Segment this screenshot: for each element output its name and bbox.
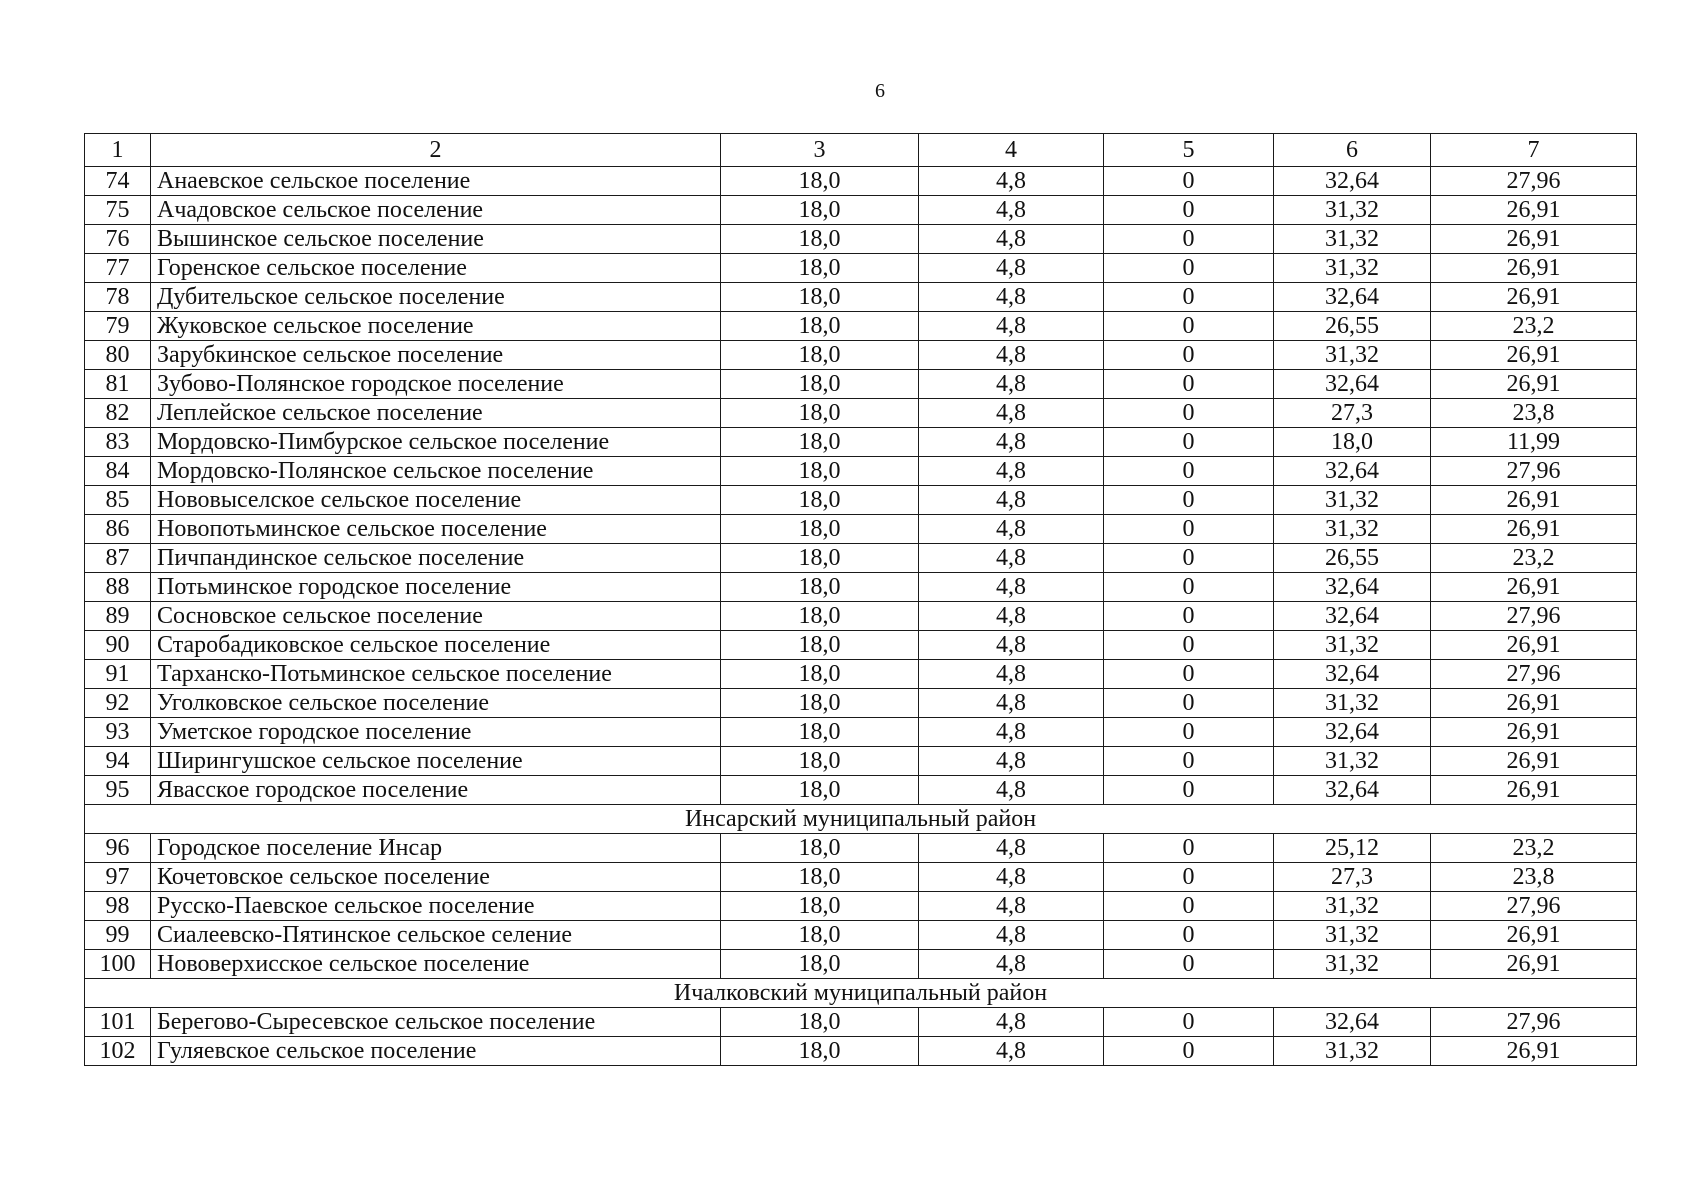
row-number: 101 — [85, 1008, 151, 1037]
value-col-3: 18,0 — [721, 544, 919, 573]
table-row — [85, 515, 1637, 544]
settlement-name: Мордовско-Пимбурское сельское поселение — [151, 428, 721, 457]
value-col-3: 18,0 — [721, 457, 919, 486]
value-col-7: 26,91 — [1431, 718, 1637, 747]
value-col-4: 4,8 — [919, 834, 1104, 863]
row-number: 86 — [85, 515, 151, 544]
value-col-5: 0 — [1104, 341, 1274, 370]
value-col-5: 0 — [1104, 631, 1274, 660]
value-col-3: 18,0 — [721, 834, 919, 863]
row-number: 102 — [85, 1037, 151, 1066]
settlement-name: Берегово-Сыресевское сельское поселение — [151, 1008, 721, 1037]
value-col-7: 27,96 — [1431, 457, 1637, 486]
value-col-6: 32,64 — [1274, 660, 1431, 689]
value-col-5: 0 — [1104, 718, 1274, 747]
value-col-3: 18,0 — [721, 341, 919, 370]
value-col-4: 4,8 — [919, 254, 1104, 283]
value-col-5: 0 — [1104, 167, 1274, 196]
value-col-7: 11,99 — [1431, 428, 1637, 457]
value-col-5: 0 — [1104, 544, 1274, 573]
value-col-3: 18,0 — [721, 602, 919, 631]
settlement-name: Ачадовское сельское поселение — [151, 196, 721, 225]
table-row — [85, 1008, 1637, 1037]
value-col-5: 0 — [1104, 689, 1274, 718]
settlement-name: Нововыселское сельское поселение — [151, 486, 721, 515]
header-cell: 7 — [1431, 134, 1637, 167]
value-col-3: 18,0 — [721, 196, 919, 225]
row-number: 87 — [85, 544, 151, 573]
value-col-4: 4,8 — [919, 196, 1104, 225]
value-col-4: 4,8 — [919, 863, 1104, 892]
row-number: 95 — [85, 776, 151, 805]
value-col-6: 25,12 — [1274, 834, 1431, 863]
value-col-5: 0 — [1104, 950, 1274, 979]
row-number: 91 — [85, 660, 151, 689]
table-row — [85, 312, 1637, 341]
value-col-6: 32,64 — [1274, 370, 1431, 399]
settlement-name: Сосновское сельское поселение — [151, 602, 721, 631]
value-col-6: 31,32 — [1274, 341, 1431, 370]
section-row — [85, 805, 1637, 834]
value-col-4: 4,8 — [919, 602, 1104, 631]
value-col-4: 4,8 — [919, 573, 1104, 602]
value-col-6: 31,32 — [1274, 486, 1431, 515]
value-col-3: 18,0 — [721, 863, 919, 892]
table-row — [85, 399, 1637, 428]
value-col-7: 26,91 — [1431, 689, 1637, 718]
value-col-7: 26,91 — [1431, 921, 1637, 950]
value-col-6: 31,32 — [1274, 892, 1431, 921]
value-col-4: 4,8 — [919, 747, 1104, 776]
row-number: 99 — [85, 921, 151, 950]
value-col-7: 26,91 — [1431, 950, 1637, 979]
value-col-7: 26,91 — [1431, 283, 1637, 312]
settlement-name: Русско-Паевское сельское поселение — [151, 892, 721, 921]
row-number: 84 — [85, 457, 151, 486]
value-col-5: 0 — [1104, 399, 1274, 428]
settlement-name: Явасское городское поселение — [151, 776, 721, 805]
value-col-7: 26,91 — [1431, 225, 1637, 254]
value-col-6: 32,64 — [1274, 776, 1431, 805]
value-col-4: 4,8 — [919, 1037, 1104, 1066]
value-col-3: 18,0 — [721, 776, 919, 805]
row-number: 85 — [85, 486, 151, 515]
value-col-5: 0 — [1104, 863, 1274, 892]
table-row — [85, 718, 1637, 747]
value-col-3: 18,0 — [721, 892, 919, 921]
settlement-name: Горенское сельское поселение — [151, 254, 721, 283]
value-col-3: 18,0 — [721, 486, 919, 515]
table-row — [85, 921, 1637, 950]
value-col-7: 27,96 — [1431, 892, 1637, 921]
value-col-5: 0 — [1104, 1008, 1274, 1037]
value-col-3: 18,0 — [721, 950, 919, 979]
value-col-7: 23,8 — [1431, 863, 1637, 892]
settlement-name: Дубительское сельское поселение — [151, 283, 721, 312]
value-col-3: 18,0 — [721, 167, 919, 196]
value-col-7: 26,91 — [1431, 370, 1637, 399]
value-col-3: 18,0 — [721, 689, 919, 718]
header-cell: 4 — [919, 134, 1104, 167]
header-cell: 2 — [151, 134, 721, 167]
table-row — [85, 196, 1637, 225]
value-col-4: 4,8 — [919, 457, 1104, 486]
value-col-7: 23,8 — [1431, 399, 1637, 428]
settlement-name: Сиалеевско-Пятинское сельское селение — [151, 921, 721, 950]
row-number: 74 — [85, 167, 151, 196]
value-col-6: 31,32 — [1274, 921, 1431, 950]
table-row — [85, 689, 1637, 718]
row-number: 78 — [85, 283, 151, 312]
value-col-6: 31,32 — [1274, 689, 1431, 718]
row-number: 89 — [85, 602, 151, 631]
value-col-6: 32,64 — [1274, 167, 1431, 196]
settlement-name: Пичпандинское сельское поселение — [151, 544, 721, 573]
value-col-4: 4,8 — [919, 921, 1104, 950]
value-col-4: 4,8 — [919, 399, 1104, 428]
page-number: 6 — [875, 80, 885, 102]
value-col-7: 26,91 — [1431, 631, 1637, 660]
value-col-3: 18,0 — [721, 254, 919, 283]
header-cell: 6 — [1274, 134, 1431, 167]
value-col-6: 31,32 — [1274, 515, 1431, 544]
header-cell: 5 — [1104, 134, 1274, 167]
settlement-name: Старобадиковское сельское поселение — [151, 631, 721, 660]
row-number: 92 — [85, 689, 151, 718]
value-col-5: 0 — [1104, 921, 1274, 950]
table-row — [85, 486, 1637, 515]
table-row — [85, 254, 1637, 283]
settlement-name: Потьминское городское поселение — [151, 573, 721, 602]
value-col-3: 18,0 — [721, 718, 919, 747]
value-col-6: 31,32 — [1274, 747, 1431, 776]
settlement-name: Городское поселение Инсар — [151, 834, 721, 863]
table-row — [85, 341, 1637, 370]
value-col-6: 27,3 — [1274, 399, 1431, 428]
value-col-6: 26,55 — [1274, 544, 1431, 573]
row-number: 90 — [85, 631, 151, 660]
table-row — [85, 950, 1637, 979]
value-col-5: 0 — [1104, 486, 1274, 515]
table-row — [85, 747, 1637, 776]
row-number: 98 — [85, 892, 151, 921]
value-col-6: 31,32 — [1274, 225, 1431, 254]
value-col-5: 0 — [1104, 602, 1274, 631]
value-col-7: 26,91 — [1431, 747, 1637, 776]
value-col-5: 0 — [1104, 225, 1274, 254]
value-col-6: 32,64 — [1274, 573, 1431, 602]
table-row — [85, 544, 1637, 573]
value-col-5: 0 — [1104, 515, 1274, 544]
value-col-3: 18,0 — [721, 921, 919, 950]
row-number: 97 — [85, 863, 151, 892]
settlement-name: Вышинское сельское поселение — [151, 225, 721, 254]
value-col-3: 18,0 — [721, 573, 919, 602]
value-col-7: 26,91 — [1431, 486, 1637, 515]
value-col-5: 0 — [1104, 457, 1274, 486]
value-col-6: 31,32 — [1274, 1037, 1431, 1066]
settlement-name: Ширингушское сельское поселение — [151, 747, 721, 776]
value-col-7: 26,91 — [1431, 776, 1637, 805]
section-title: Инсарский муниципальный район — [85, 805, 1637, 834]
value-col-4: 4,8 — [919, 718, 1104, 747]
value-col-5: 0 — [1104, 1037, 1274, 1066]
settlement-name: Леплейское сельское поселение — [151, 399, 721, 428]
row-number: 76 — [85, 225, 151, 254]
settlement-name: Гуляевское сельское поселение — [151, 1037, 721, 1066]
settlement-name: Тарханско-Потьминское сельское поселение — [151, 660, 721, 689]
row-number: 77 — [85, 254, 151, 283]
value-col-3: 18,0 — [721, 515, 919, 544]
value-col-5: 0 — [1104, 747, 1274, 776]
value-col-4: 4,8 — [919, 776, 1104, 805]
value-col-4: 4,8 — [919, 370, 1104, 399]
value-col-4: 4,8 — [919, 341, 1104, 370]
table-row — [85, 834, 1637, 863]
value-col-6: 32,64 — [1274, 457, 1431, 486]
value-col-6: 27,3 — [1274, 863, 1431, 892]
table-row — [85, 631, 1637, 660]
value-col-6: 32,64 — [1274, 602, 1431, 631]
table-row — [85, 1037, 1637, 1066]
value-col-5: 0 — [1104, 660, 1274, 689]
value-col-5: 0 — [1104, 196, 1274, 225]
table-body — [85, 134, 1637, 1066]
value-col-7: 27,96 — [1431, 602, 1637, 631]
value-col-4: 4,8 — [919, 312, 1104, 341]
value-col-4: 4,8 — [919, 544, 1104, 573]
settlement-name: Зубово-Полянское городское поселение — [151, 370, 721, 399]
value-col-7: 26,91 — [1431, 196, 1637, 225]
row-number: 81 — [85, 370, 151, 399]
value-col-6: 32,64 — [1274, 283, 1431, 312]
value-col-4: 4,8 — [919, 283, 1104, 312]
settlement-name: Новопотьминское сельское поселение — [151, 515, 721, 544]
value-col-4: 4,8 — [919, 225, 1104, 254]
value-col-4: 4,8 — [919, 1008, 1104, 1037]
table-row — [85, 457, 1637, 486]
section-row — [85, 979, 1637, 1008]
value-col-7: 26,91 — [1431, 573, 1637, 602]
settlement-name: Уголковское сельское поселение — [151, 689, 721, 718]
value-col-3: 18,0 — [721, 631, 919, 660]
table-row — [85, 167, 1637, 196]
value-col-6: 31,32 — [1274, 950, 1431, 979]
settlement-name: Жуковское сельское поселение — [151, 312, 721, 341]
settlement-name: Уметское городское поселение — [151, 718, 721, 747]
row-number: 94 — [85, 747, 151, 776]
header-cell: 1 — [85, 134, 151, 167]
value-col-6: 26,55 — [1274, 312, 1431, 341]
row-number: 75 — [85, 196, 151, 225]
settlement-name: Зарубкинское сельское поселение — [151, 341, 721, 370]
value-col-4: 4,8 — [919, 486, 1104, 515]
value-col-3: 18,0 — [721, 370, 919, 399]
value-col-5: 0 — [1104, 312, 1274, 341]
table-row — [85, 776, 1637, 805]
table-row — [85, 283, 1637, 312]
row-number: 82 — [85, 399, 151, 428]
table-row — [85, 225, 1637, 254]
value-col-4: 4,8 — [919, 428, 1104, 457]
table-row — [85, 660, 1637, 689]
value-col-5: 0 — [1104, 776, 1274, 805]
value-col-5: 0 — [1104, 370, 1274, 399]
row-number: 79 — [85, 312, 151, 341]
table-row — [85, 863, 1637, 892]
value-col-6: 32,64 — [1274, 1008, 1431, 1037]
value-col-3: 18,0 — [721, 399, 919, 428]
value-col-3: 18,0 — [721, 283, 919, 312]
value-col-7: 26,91 — [1431, 1037, 1637, 1066]
settlement-name: Анаевское сельское поселение — [151, 167, 721, 196]
value-col-4: 4,8 — [919, 167, 1104, 196]
header-row — [85, 134, 1637, 167]
value-col-3: 18,0 — [721, 1037, 919, 1066]
settlement-name: Мордовско-Полянское сельское поселение — [151, 457, 721, 486]
value-col-5: 0 — [1104, 283, 1274, 312]
value-col-4: 4,8 — [919, 950, 1104, 979]
value-col-7: 26,91 — [1431, 254, 1637, 283]
value-col-4: 4,8 — [919, 515, 1104, 544]
header-cell: 3 — [721, 134, 919, 167]
value-col-4: 4,8 — [919, 892, 1104, 921]
data-table — [84, 133, 1637, 1066]
section-title: Ичалковский муниципальный район — [85, 979, 1637, 1008]
value-col-7: 27,96 — [1431, 660, 1637, 689]
row-number: 93 — [85, 718, 151, 747]
value-col-7: 23,2 — [1431, 312, 1637, 341]
value-col-3: 18,0 — [721, 660, 919, 689]
value-col-7: 27,96 — [1431, 1008, 1637, 1037]
value-col-4: 4,8 — [919, 689, 1104, 718]
value-col-4: 4,8 — [919, 660, 1104, 689]
value-col-6: 31,32 — [1274, 631, 1431, 660]
table-row — [85, 573, 1637, 602]
value-col-3: 18,0 — [721, 1008, 919, 1037]
value-col-5: 0 — [1104, 834, 1274, 863]
value-col-5: 0 — [1104, 573, 1274, 602]
value-col-3: 18,0 — [721, 225, 919, 254]
row-number: 96 — [85, 834, 151, 863]
value-col-3: 18,0 — [721, 428, 919, 457]
value-col-4: 4,8 — [919, 631, 1104, 660]
settlement-name: Кочетовское сельское поселение — [151, 863, 721, 892]
row-number: 80 — [85, 341, 151, 370]
table-row — [85, 602, 1637, 631]
value-col-7: 26,91 — [1431, 341, 1637, 370]
value-col-7: 26,91 — [1431, 515, 1637, 544]
value-col-7: 23,2 — [1431, 834, 1637, 863]
value-col-3: 18,0 — [721, 747, 919, 776]
value-col-7: 27,96 — [1431, 167, 1637, 196]
value-col-5: 0 — [1104, 892, 1274, 921]
row-number: 100 — [85, 950, 151, 979]
value-col-3: 18,0 — [721, 312, 919, 341]
value-col-6: 31,32 — [1274, 196, 1431, 225]
value-col-6: 31,32 — [1274, 254, 1431, 283]
table-row — [85, 428, 1637, 457]
row-number: 88 — [85, 573, 151, 602]
value-col-5: 0 — [1104, 428, 1274, 457]
table-row — [85, 370, 1637, 399]
value-col-7: 23,2 — [1431, 544, 1637, 573]
row-number: 83 — [85, 428, 151, 457]
settlement-name: Нововерхисское сельское поселение — [151, 950, 721, 979]
value-col-6: 18,0 — [1274, 428, 1431, 457]
table-row — [85, 892, 1637, 921]
value-col-6: 32,64 — [1274, 718, 1431, 747]
value-col-5: 0 — [1104, 254, 1274, 283]
